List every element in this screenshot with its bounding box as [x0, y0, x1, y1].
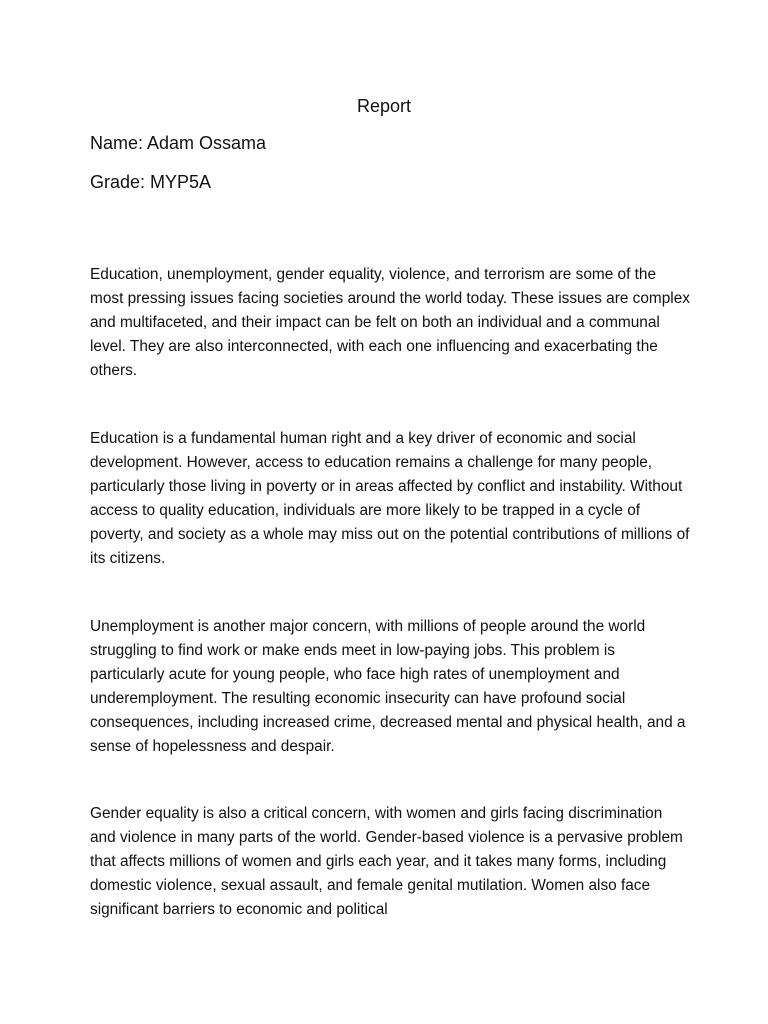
paragraph-gender-equality: Gender equality is also a critical concern, with women and girls facing discrimination and violence in many parts of the world. Gender-based violence is a pervasive problem that affects millions of women and girls each year, and it takes many forms, including domestic violence, sexual assault, and female genital mutilation. Women also face significant barriers to economic and political	[90, 805, 683, 918]
page-title: Report	[356, 96, 412, 116]
paragraph-education: Education is a fundamental human right and a key driver of economic and social development. However, access to education remains a challenge for many people, particularly those living in poverty or in areas affected by conflict and instability. Without access to quality education, individuals are more likely to be trapped in a cycle of poverty, and society as a whole may miss out on the potential contributions of millions of its citizens.	[90, 430, 690, 567]
paragraph-unemployment: Unemployment is another major concern, with millions of people around the world struggling to find work or make ends meet in low-paying jobs. This problem is particularly acute for young people, who face high rates of unemployment and underemployment. The resulting economic insecurity can have profound social consequences, including increased crime, decreased mental and physical health, and a sense of hopelessness and despair.	[90, 618, 686, 755]
student-grade: Grade: MYP5A	[90, 172, 212, 192]
paragraph-intro: Education, unemployment, gender equality, violence, and terrorism are some of the most pressing issues facing societies around the world today. These issues are complex and multifaceted, and their impact can be felt on both an individual and a communal level. They are also interconnected, with each one influencing and exacerbating the others.	[90, 266, 690, 379]
student-name: Name: Adam Ossama	[90, 133, 267, 153]
